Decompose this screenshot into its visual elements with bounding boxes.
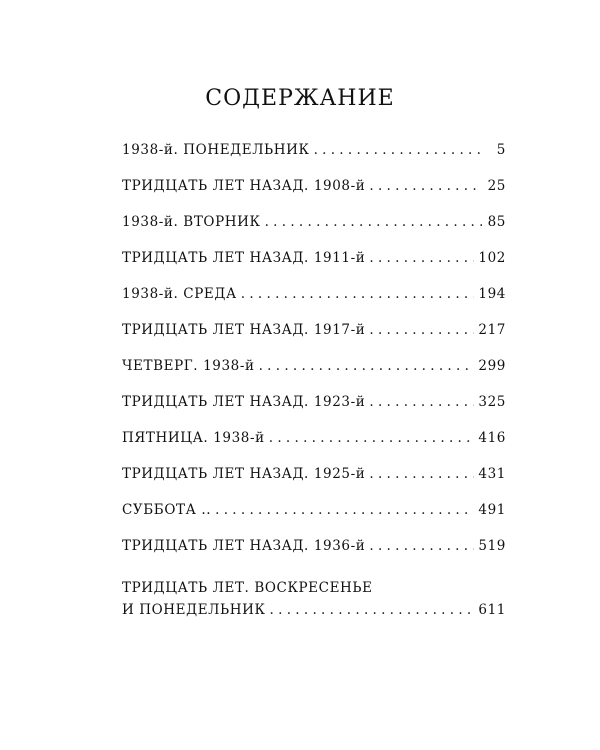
dot-leader: [259, 358, 475, 374]
dot-leader: [241, 286, 475, 302]
toc-entry: [122, 430, 506, 466]
dot-leader: [369, 250, 474, 266]
dot-leader: [314, 142, 482, 158]
dot-leader: [369, 394, 474, 410]
dot-leader: [269, 430, 475, 446]
toc-entry-title: СУББОТА ..: [122, 502, 212, 518]
toc-entry: [122, 538, 506, 574]
toc-entry: [122, 178, 506, 214]
toc-entry-page: 217: [478, 322, 506, 338]
toc-entry-page: 25: [487, 178, 506, 194]
toc-entry-title: 1938-й. ВТОРНИК: [122, 214, 261, 230]
dot-leader: [265, 214, 482, 230]
toc-entry: [122, 142, 506, 178]
toc-entry-title: ТРИДЦАТЬ ЛЕТ НАЗАД. 1908-й: [122, 178, 366, 194]
toc-entry-page: 85: [487, 214, 506, 230]
toc-entry-page: 519: [478, 538, 506, 554]
toc-entry-page: 416: [478, 430, 506, 446]
toc-entry-title: ТРИДЦАТЬ ЛЕТ НАЗАД. 1917-й: [122, 322, 366, 338]
toc-entry-title: ТРИДЦАТЬ ЛЕТ НАЗАД. 1923-й: [122, 394, 366, 410]
dot-leader: [369, 538, 474, 554]
toc-entry-title: ТРИДЦАТЬ ЛЕТ НАЗАД. 1925-й: [122, 466, 366, 482]
table-of-contents: [122, 142, 506, 621]
toc-entry-title-line1: ТРИДЦАТЬ ЛЕТ. ВОСКРЕСЕНЬЕ: [122, 580, 373, 596]
toc-entry-page: 431: [478, 466, 506, 482]
toc-entry-title: 1938-й. СРЕДА: [122, 286, 237, 302]
dot-leader: [270, 599, 475, 621]
toc-entry-page: 299: [478, 358, 506, 374]
toc-entry-page: 611: [478, 602, 506, 618]
toc-entry-page: 491: [478, 502, 506, 518]
toc-entry: [122, 250, 506, 286]
toc-entry-page: 194: [478, 286, 506, 302]
toc-entry-page: 325: [478, 394, 506, 410]
toc-entry: [122, 466, 506, 502]
toc-entry: [122, 214, 506, 250]
toc-entry-title: ТРИДЦАТЬ ЛЕТ НАЗАД. 1911-й: [122, 250, 366, 266]
dot-leader: [215, 502, 474, 518]
toc-entry-title: ЧЕТВЕРГ. 1938-й: [122, 358, 255, 374]
toc-entry-title: ТРИДЦАТЬ ЛЕТ НАЗАД. 1936-й: [122, 538, 366, 554]
toc-entry-title-line2: И ПОНЕДЕЛЬНИК: [122, 602, 266, 618]
toc-entry-title: ПЯТНИЦА. 1938-й: [122, 430, 265, 446]
toc-entry: [122, 322, 506, 358]
toc-entry-page: 5: [496, 142, 506, 158]
toc-entry-line2: [122, 599, 506, 621]
toc-entry: [122, 286, 506, 322]
dot-leader: [369, 322, 474, 338]
toc-entry: [122, 502, 506, 538]
dot-leader: [369, 178, 482, 194]
toc-entry-title: 1938-й. ПОНЕДЕЛЬНИК: [122, 142, 310, 158]
page-title: СОДЕРЖАНИЕ: [205, 86, 395, 111]
toc-entry: [122, 358, 506, 394]
toc-entry: [122, 394, 506, 430]
dot-leader: [369, 466, 474, 482]
toc-entry-page: 102: [478, 250, 506, 266]
toc-entry: [122, 577, 506, 621]
